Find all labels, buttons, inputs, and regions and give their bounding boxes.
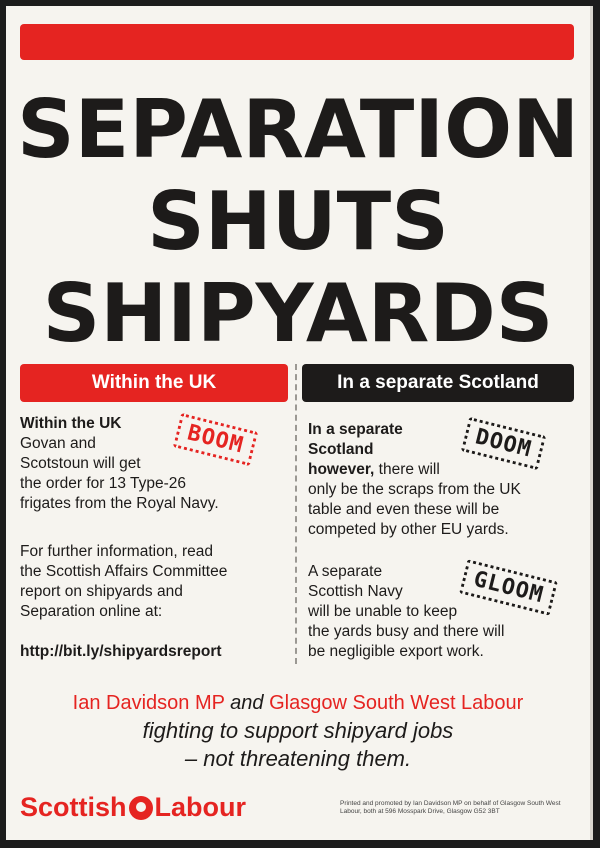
report-link[interactable]: http://bit.ly/shipyardsreport	[20, 643, 222, 660]
left-lead-line: Scotstoun will get	[20, 455, 141, 472]
imprint-text: Printed and promoted by Ian Davidson MP on behalf of Glasgow South West Labour, both at 596 Mosspark Drive, Glasgow G52 3BT	[340, 800, 561, 815]
column-divider	[295, 364, 297, 664]
right-lead-line: table and even these will be	[308, 501, 500, 518]
tagline-line-1: fighting to support shipyard jobs	[142, 718, 454, 743]
tagline-line-2: – not threatening them.	[184, 746, 412, 771]
party-branch: Glasgow South West Labour	[269, 692, 524, 714]
scottish-labour-logo	[20, 792, 246, 823]
credit-line	[6, 692, 590, 715]
right-column-header: In a separate Scotland	[302, 364, 574, 402]
left-info-line: For further information, read	[20, 543, 213, 560]
left-column-header: Within the UK	[20, 364, 288, 402]
headline-line-2: SHUTS	[147, 175, 449, 268]
logo-text-left: Scottish	[20, 792, 127, 822]
gloom-stamp: GLOOM	[459, 559, 558, 616]
left-info-line: report on shipyards and	[20, 583, 183, 600]
leaflet	[6, 6, 593, 840]
doom-stamp: DOOM	[461, 417, 546, 470]
right-lead-bold: Scotland	[308, 441, 374, 458]
top-red-bar	[20, 24, 574, 60]
left-info-line: Separation online at:	[20, 603, 163, 620]
right-navy-line: A separate	[308, 563, 383, 580]
left-info-line: the Scottish Affairs Committee	[20, 563, 228, 580]
right-navy-line: Scottish Navy	[308, 583, 403, 600]
rose-icon	[129, 796, 153, 820]
left-lead-line: Govan and	[20, 435, 96, 452]
right-navy-line: will be unable to keep	[308, 603, 458, 620]
right-navy-line: be negligible export work.	[308, 643, 484, 660]
right-lead-line: competed by other EU yards.	[308, 521, 509, 538]
left-lead-line: frigates from the Royal Navy.	[20, 495, 219, 512]
right-navy-line: the yards busy and there will	[308, 623, 505, 640]
left-lead-bold: Within the UK	[20, 415, 122, 432]
headline	[6, 84, 590, 360]
right-lead-line: there will	[378, 461, 440, 478]
right-lead-line: only be the scraps from the UK	[308, 481, 521, 498]
logo-text-right: Labour	[154, 792, 247, 822]
left-info-block	[20, 542, 280, 622]
left-lead-line: the order for 13 Type-26	[20, 475, 187, 492]
mp-name: Ian Davidson MP	[72, 692, 225, 714]
boom-stamp: BOOM	[173, 413, 258, 466]
right-lead-bold: In a separate	[308, 421, 403, 438]
right-lead-bold: however,	[308, 461, 375, 478]
and-word: and	[230, 692, 264, 714]
headline-line-1: SEPARATION	[16, 83, 580, 176]
headline-line-3: SHIPYARDS	[42, 267, 554, 360]
